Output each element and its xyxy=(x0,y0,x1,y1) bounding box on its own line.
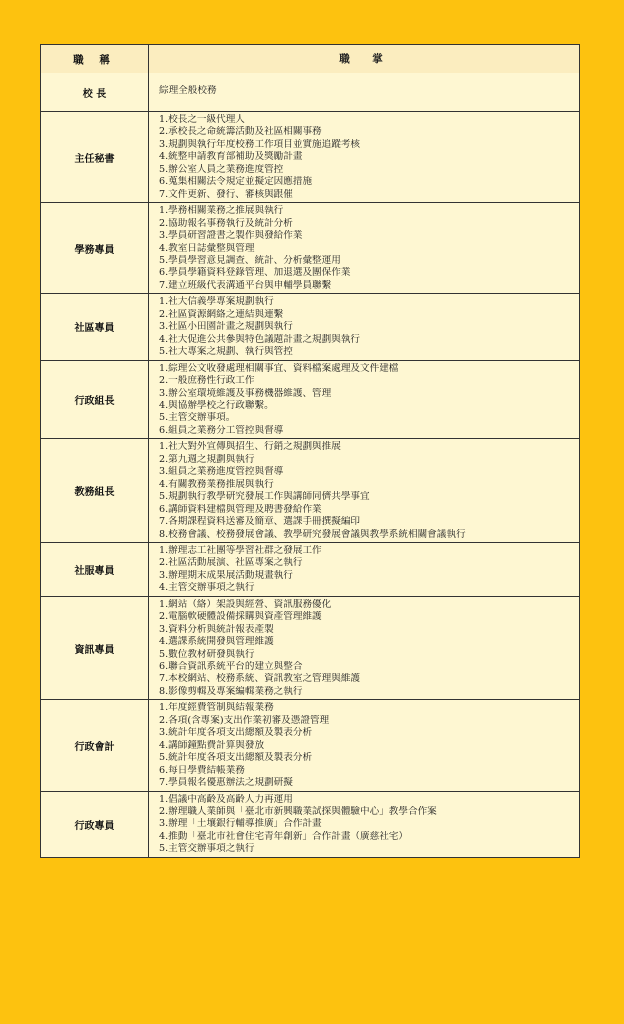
duty-item: 4.選課系統開發與管理維護 xyxy=(159,636,274,648)
position-title: 校 長 xyxy=(41,73,149,111)
duty-list xyxy=(149,294,579,359)
duty-item: 4.與協辦學校之行政聯繫。 xyxy=(159,399,274,411)
table-row xyxy=(41,791,579,857)
duty-item: 2.一般庶務性行政工作 xyxy=(159,375,255,387)
position-title: 行政會計 xyxy=(41,700,149,790)
duty-item: 3.辦公室環境維護及事務機器維護、管理 xyxy=(159,387,332,399)
duty-item: 2.承校長之命統籌活動及社區相關事務 xyxy=(159,126,322,138)
duty-item: 1.社大對外宣傳與招生、行銷之規劃與推展 xyxy=(159,441,341,453)
duty-item: 7.建立班級代表溝通平台與申輔學員聯繫 xyxy=(159,279,332,291)
duty-item: 3.學員研習證書之製作與發給作業 xyxy=(159,230,303,242)
duty-item: 4.有關教務業務推展與執行 xyxy=(159,478,274,490)
table-header xyxy=(41,45,579,73)
title-column-header: 職 稱 xyxy=(41,45,149,73)
table-row xyxy=(41,699,579,790)
duty-item: 2.各項(含專案)支出作業初審及憑證管理 xyxy=(159,714,330,726)
duty-list xyxy=(149,112,579,202)
duty-item: 8.校務會議、校務發展會議、教學研究發展會議與教學系統相關會議執行 xyxy=(159,528,466,540)
duty-item: 5.主管交辦事項。 xyxy=(159,412,236,424)
duty-item: 7.文件更新、發行、審核與跟催 xyxy=(159,188,293,200)
duty-item: 2.辦理職人業師與「臺北市新興職業試探與體驗中心」教學合作案 xyxy=(159,806,437,818)
position-title: 教務組長 xyxy=(41,439,149,542)
position-title: 社服專員 xyxy=(41,543,149,596)
duty-item: 1.年度經費管制與結報業務 xyxy=(159,702,274,714)
position-title: 資訊專員 xyxy=(41,597,149,700)
duty-item: 6.每日學費結帳業務 xyxy=(159,764,245,776)
duty-item: 6.聯合資訊系統平台的建立與整合 xyxy=(159,661,303,673)
table-row xyxy=(41,542,579,596)
duty-item: 4.講師鐘點費計算與發放 xyxy=(159,739,265,751)
duty-list xyxy=(149,203,579,293)
duties-table xyxy=(40,44,580,858)
duty-item: 1.辦理志工社團等學習社群之發展工作 xyxy=(159,544,322,556)
table-row xyxy=(41,293,579,359)
duty-item: 2.協助報名事務執行及統計分析 xyxy=(159,217,293,229)
duty-item: 4.推動「臺北市社會住宅青年創新」合作計畫（廣慈社宅） xyxy=(159,830,408,842)
duty-item: 2.第九週之規劃與執行 xyxy=(159,453,255,465)
duty-column-header: 職 掌 xyxy=(339,52,389,65)
duty-item: 4.社大促進公共參與特色議題計畫之規劃與執行 xyxy=(159,333,361,345)
duty-item: 5.學員學習意見調查、統計、分析彙整運用 xyxy=(159,254,341,266)
duty-item: 8.影像剪輯及專案編輯業務之執行 xyxy=(159,685,303,697)
duty-item: 3.社區小田園計畫之規劃與執行 xyxy=(159,321,293,333)
duty-item: 5.規劃執行教學研究發展工作與講師同儕共學事宜 xyxy=(159,491,370,503)
duty-item: 1.學務相關業務之推展與執行 xyxy=(159,205,284,217)
position-title: 行政專員 xyxy=(41,792,149,857)
duty-item: 5.數位教材研發與執行 xyxy=(159,648,255,660)
duty-item: 6.蒐集相關法令規定並擬定因應措施 xyxy=(159,176,313,188)
duty-item: 7.各期課程資料送審及簡章、選課手冊撰擬編印 xyxy=(159,516,361,528)
table-row xyxy=(41,596,579,700)
duty-item: 3.統計年度各項支出總額及製表分析 xyxy=(159,727,313,739)
duty-item: 5.社大專案之規劃、執行與管控 xyxy=(159,346,293,358)
duty-item: 3.規劃與執行年度校務工作項目並實施追蹤考核 xyxy=(159,138,361,150)
duty-item: 1.校長之一級代理人 xyxy=(159,114,245,125)
duty-item: 4.教室日誌彙整與管理 xyxy=(159,242,255,254)
duty-item: 1.綜理公文收發處理相關事宜、資料檔案處理及文件建檔 xyxy=(159,362,399,374)
position-title: 行政組長 xyxy=(41,361,149,439)
duty-list xyxy=(149,543,579,596)
duty-item: 5.辦公室人員之業務進度管控 xyxy=(159,163,284,175)
duty-item: 1.社大信義學專案規劃執行 xyxy=(159,296,274,308)
duty-list xyxy=(149,439,579,542)
duty-item: 3.辦理「土壤銀行輔導推廣」合作計畫 xyxy=(159,818,322,830)
duty-list xyxy=(149,792,579,857)
duty-item: 2.社區資源網絡之連結與連繫 xyxy=(159,308,284,320)
table-row xyxy=(41,202,579,293)
table-row xyxy=(41,360,579,439)
duty-list xyxy=(149,597,579,700)
duty-item: 2.社區活動展演、社區專案之執行 xyxy=(159,557,303,569)
table-row xyxy=(41,73,579,111)
duty-item: 5.統計年度各項支出總額及製表分析 xyxy=(159,752,313,764)
duty-item: 1.倡議中高齡及高齡人力再運用 xyxy=(159,793,293,805)
duty-item: 1.網站（絡）架設與經營、資訊服務優化 xyxy=(159,598,332,610)
position-title: 社區專員 xyxy=(41,294,149,359)
duty-item: 3.辦理期末成果展活動規畫執行 xyxy=(159,569,293,581)
duty-item: 4.主管交辦事項之執行 xyxy=(159,582,255,594)
duty-list xyxy=(149,361,579,439)
duty-item: 6.學員學籍資料登錄管理、加退選及團保作業 xyxy=(159,267,351,279)
table-row xyxy=(41,111,579,202)
table-row xyxy=(41,438,579,542)
duty-item: 6.講師資料建檔與管理及聘書發給作業 xyxy=(159,503,322,515)
duty-item: 6.組員之業務分工管控與督導 xyxy=(159,424,284,436)
duty-item: 3.組員之業務進度管控與督導 xyxy=(159,466,284,478)
duty-list xyxy=(149,73,579,111)
duty-item: 7.學員報名優惠辦法之規劃研擬 xyxy=(159,777,293,789)
position-title: 主任秘書 xyxy=(41,112,149,202)
duty-item: 7.本校網站、校務系統、資訊教室之管理與維護 xyxy=(159,673,361,685)
duty-item: 4.統整申請教育部補助及獎勵計畫 xyxy=(159,151,303,163)
position-title: 學務專員 xyxy=(41,203,149,293)
duty-item: 5.主管交辦事項之執行 xyxy=(159,843,255,855)
duty-list xyxy=(149,700,579,790)
duty-item: 3.資料分析與統計報表產製 xyxy=(159,623,274,635)
duty-item: 2.電腦軟硬體設備採購與資產管理維護 xyxy=(159,611,322,623)
duty-item: 綜理全般校務 xyxy=(159,85,217,97)
